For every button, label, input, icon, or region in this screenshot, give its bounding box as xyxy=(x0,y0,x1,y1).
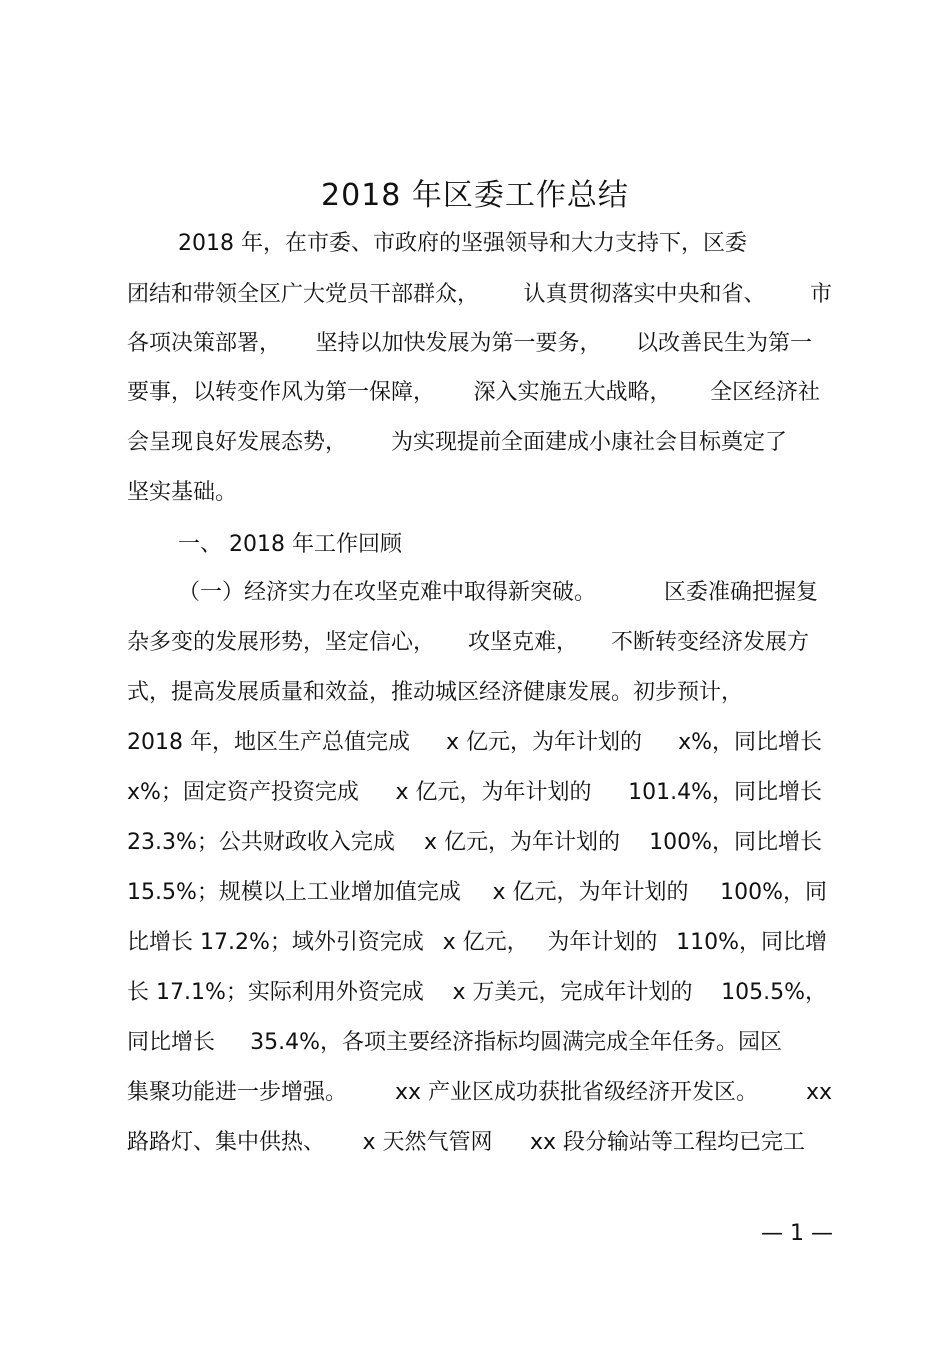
document-title: 2018 年区委工作总结 xyxy=(321,178,629,213)
paragraph-line xyxy=(127,427,787,459)
paragraph-line xyxy=(178,529,418,561)
paragraph-line xyxy=(178,577,818,609)
text-segment: 一、 2018 年工作回顾 xyxy=(178,532,402,557)
text-segment: 35.4%，各项主要经济指标均圆满完成全年任务。园区 xyxy=(250,1030,782,1055)
paragraph-line xyxy=(127,977,827,1009)
text-segment: xx 段分输站等工程均已完工 xyxy=(529,1130,805,1155)
text-segment: 不断转变经济发展方 xyxy=(610,630,809,655)
paragraph-line xyxy=(127,1027,782,1059)
text-segment: 攻坚克难， xyxy=(467,630,578,655)
text-segment: x 亿元，为年计划的 xyxy=(395,780,592,805)
paragraph-line xyxy=(127,1077,832,1109)
paragraph-line xyxy=(127,328,812,360)
page-number: — 1 — xyxy=(761,1221,833,1246)
text-segment: x 万美元，完成年计划的 xyxy=(452,980,693,1005)
text-segment: 105.5%， xyxy=(721,980,827,1005)
text-segment: 式，提高发展质量和效益，推动城区经济健康发展。初步预计， xyxy=(127,680,744,705)
text-segment: 101.4%，同比增长 xyxy=(628,780,822,805)
text-segment: 2018 年，在市委、市政府的坚强领导和大力支持下，区委 xyxy=(178,231,747,256)
text-segment: 区委准确把握复 xyxy=(663,580,818,605)
text-segment: xx xyxy=(805,1080,832,1105)
text-segment: 15.5%；规模以上工业增加值完成 xyxy=(127,880,461,905)
text-segment: 2018 年，地区生产总值完成 xyxy=(127,730,410,755)
text-segment: 100%，同比增长 xyxy=(649,830,822,855)
text-segment: x 亿元，为年计划的 xyxy=(423,830,620,855)
paragraph-line xyxy=(127,727,822,759)
text-segment: 认真贯彻落实中央和省、 xyxy=(523,282,766,307)
paragraph-line xyxy=(127,377,820,409)
text-segment: 110%，同比增 xyxy=(676,930,827,955)
text-segment: 要事，以转变作风为第一保障， xyxy=(127,380,436,405)
paragraph-line xyxy=(127,927,827,959)
paragraph-line xyxy=(127,677,767,709)
text-segment: 全区经济社 xyxy=(709,380,820,405)
text-segment: x 亿元， xyxy=(442,930,529,955)
paragraph-line xyxy=(127,477,238,509)
text-segment: 坚实基础。 xyxy=(127,480,238,505)
text-segment: 各项决策部署， xyxy=(127,331,282,356)
text-segment: x 亿元，为年计划的 xyxy=(492,880,689,905)
text-segment: 长 17.1%；实际利用外资完成 xyxy=(127,980,424,1005)
text-segment: 杂多变的发展形势，坚定信心， xyxy=(127,630,436,655)
paragraph-line xyxy=(127,279,832,311)
paragraph-line xyxy=(127,627,809,659)
text-segment: 会呈现良好发展态势， xyxy=(127,430,348,455)
text-segment: 路路灯、集中供热、 xyxy=(127,1130,326,1155)
paragraph-line xyxy=(178,228,771,260)
text-segment: 团结和带领全区广大党员干部群众， xyxy=(127,282,480,307)
text-segment: xx 产业区成功获批省级经济开发区。 xyxy=(394,1080,758,1105)
text-segment: x 天然气管网 xyxy=(362,1130,493,1155)
text-segment: 坚持以加快发展为第一要务， xyxy=(315,331,602,356)
text-segment: 100%，同 xyxy=(720,880,827,905)
text-segment: 同比增长 xyxy=(127,1030,216,1055)
text-segment: 23.3%；公共财政收入完成 xyxy=(127,830,395,855)
text-segment: 比增长 17.2%；域外引资完成 xyxy=(127,930,424,955)
paragraph-line xyxy=(127,777,822,809)
paragraph-line xyxy=(127,1127,805,1159)
text-segment: 为实现提前全面建成小康社会目标奠定了 xyxy=(390,430,787,455)
paragraph-line xyxy=(127,877,827,909)
text-segment: 深入实施五大战略， xyxy=(473,380,672,405)
text-segment: 为年计划的 xyxy=(547,930,658,955)
text-segment: 以改善民生为第一 xyxy=(635,331,812,356)
text-segment: （一）经济实力在攻坚克难中取得新突破。 xyxy=(178,580,597,605)
text-segment: 市 xyxy=(809,282,832,307)
text-segment: 集聚功能进一步增强。 xyxy=(127,1080,348,1105)
text-segment: x 亿元，为年计划的 xyxy=(446,730,643,755)
text-segment: x%，同比增长 xyxy=(678,730,822,755)
text-segment: x%；固定资产投资完成 xyxy=(127,780,359,805)
paragraph-line xyxy=(127,827,822,859)
